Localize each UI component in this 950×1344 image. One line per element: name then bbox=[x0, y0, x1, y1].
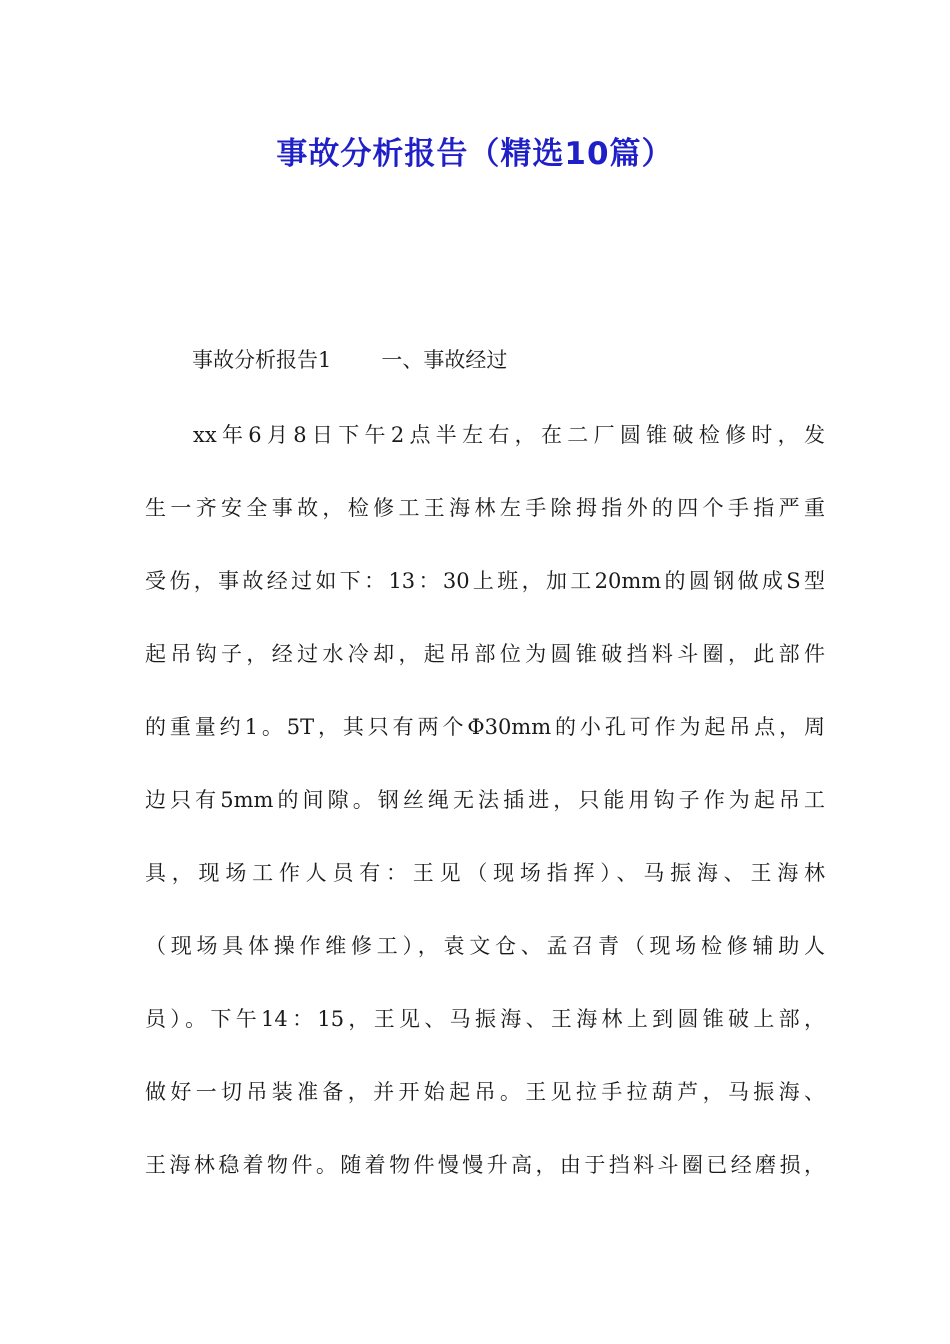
paragraph-line: 做好一切吊装准备，并开始起吊。王见拉手拉葫芦，马振海、 bbox=[145, 1080, 825, 1104]
document-title: 事故分析报告（精选10篇） bbox=[276, 136, 674, 172]
report-label: 事故分析报告1 bbox=[192, 348, 332, 372]
paragraph-line: 王海林稳着物件。随着物件慢慢升高，由于挡料斗圈已经磨损， bbox=[145, 1153, 825, 1177]
paragraph-line: 受伤，事故经过如下：13：30上班，加工20mm的圆钢做成S型 bbox=[145, 569, 825, 593]
paragraph-line: 生一齐安全事故，检修工王海林左手除拇指外的四个手指严重 bbox=[145, 496, 825, 520]
section-title: 一、事故经过 bbox=[381, 348, 508, 372]
paragraph-line: 起吊钩子，经过水冷却，起吊部位为圆锥破挡料斗圈，此部件 bbox=[145, 642, 825, 666]
paragraph-line: 边只有5mm的间隙。钢丝绳无法插进，只能用钩子作为起吊工 bbox=[145, 788, 825, 812]
paragraph-line: 员）。下午14：15，王见、马振海、王海林上到圆锥破上部， bbox=[145, 1007, 825, 1031]
paragraph-line: xx年6月8日下午2点半左右，在二厂圆锥破检修时，发 bbox=[193, 423, 825, 447]
paragraph-line: （现场具体操作维修工），袁文仓、孟召青（现场检修辅助人 bbox=[145, 934, 825, 958]
paragraph-line: 的重量约1。5T，其只有两个Φ30mm的小孔可作为起吊点，周 bbox=[145, 715, 825, 739]
paragraph-line: 具，现场工作人员有：王见（现场指挥）、马振海、王海林 bbox=[145, 861, 825, 885]
